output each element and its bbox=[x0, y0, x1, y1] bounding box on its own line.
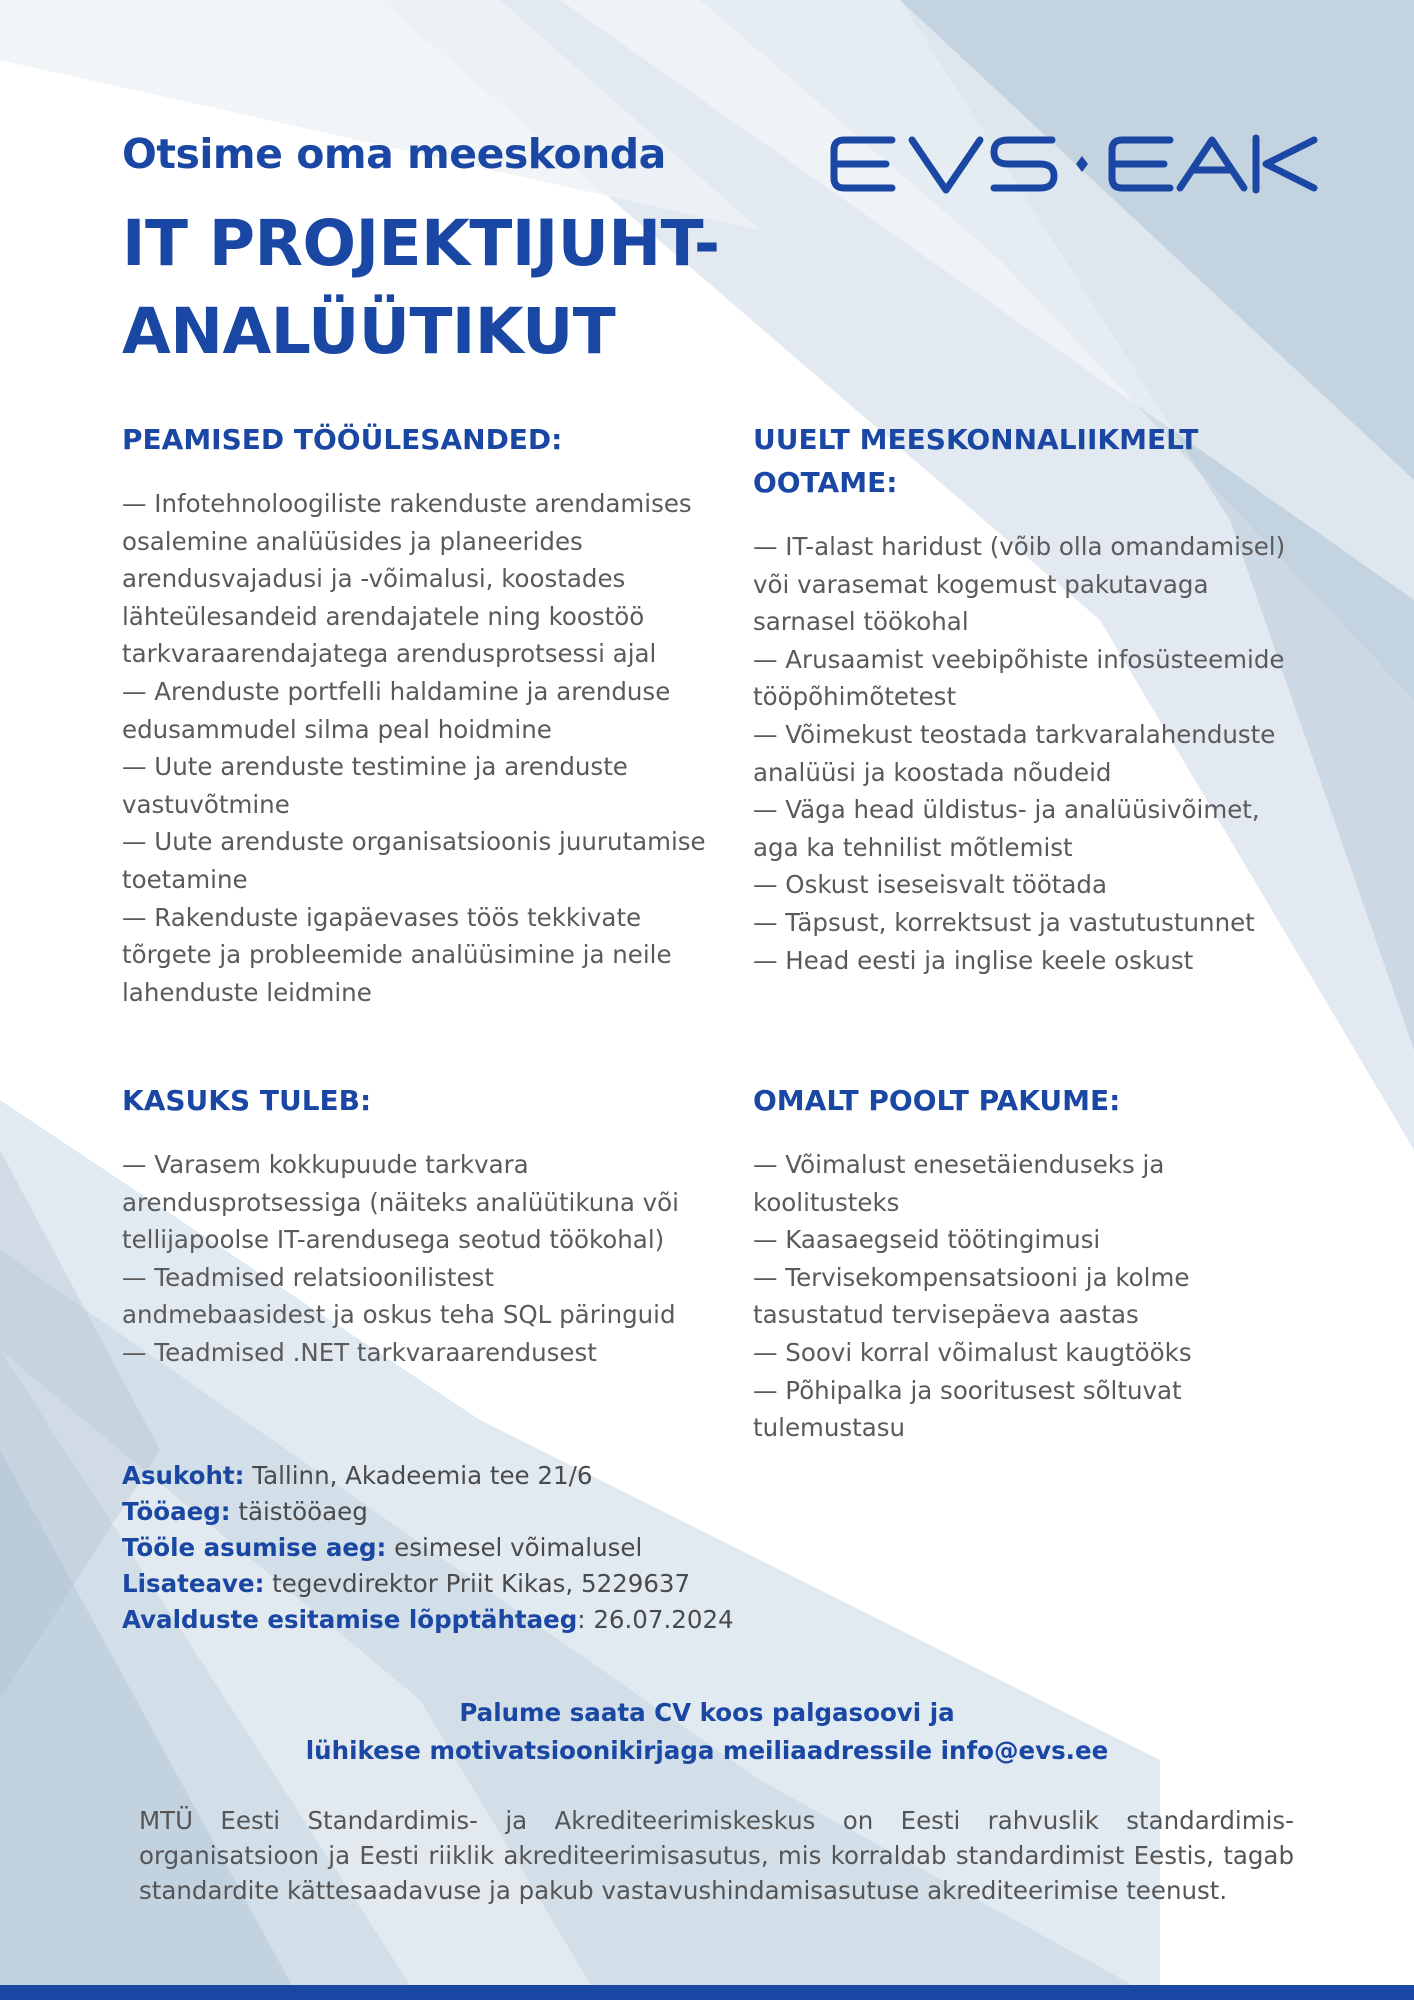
list-item: — Teadmised relatsioonilistest andmebaasidest ja oskus teha SQL päringuid bbox=[122, 1262, 676, 1330]
list-item: — Teadmised .NET tarkvaraarendusest bbox=[122, 1337, 597, 1367]
title-line-1: IT PROJEKTIJUHT- bbox=[122, 207, 720, 280]
offer-list bbox=[753, 1146, 1293, 1447]
list-item: — Uute arenduste testimine ja arenduste vastuvõtmine bbox=[122, 752, 628, 819]
list-item: — Oskust iseseisvalt töötada bbox=[753, 870, 1107, 900]
cta-line-2: lühikese motivatsioonikirjaga meiliaadressile info@evs.ee bbox=[305, 1736, 1109, 1765]
location-label: Asukoht: bbox=[122, 1461, 245, 1490]
list-item: — Täpsust, korrektsust ja vastutustunnet bbox=[753, 907, 1255, 937]
worktime-label: Tööaeg: bbox=[122, 1497, 231, 1526]
deadline-row bbox=[122, 1602, 822, 1638]
title-line-2: ANALÜÜTIKUT bbox=[122, 295, 616, 368]
list-item: — Arenduste portfelli haldamine ja arenduse edusammudel silma peal hoidmine bbox=[122, 676, 671, 744]
bottom-bar bbox=[0, 1985, 1414, 2000]
list-item: — Väga head üldistus- ja analüüsivõimet, aga ka tehnilist mõtlemist bbox=[753, 795, 1260, 862]
location-row bbox=[122, 1458, 822, 1494]
contact-label: Lisateave: bbox=[122, 1569, 265, 1598]
location-value: Tallinn, Akadeemia tee 21/6 bbox=[244, 1461, 593, 1490]
page-title bbox=[122, 200, 762, 376]
duties-list bbox=[122, 485, 712, 1011]
expectations-section bbox=[753, 418, 1293, 979]
start-label: Tööle asumise aeg: bbox=[122, 1533, 387, 1562]
cta-line-1: Palume saata CV koos palgasoovi ja bbox=[459, 1698, 955, 1727]
list-item: — Soovi korral võimalust kaugtööks bbox=[753, 1337, 1192, 1367]
expectations-list bbox=[753, 528, 1293, 979]
list-item: — Infotehnoloogiliste rakenduste arendamises osalemine analüüsides ja planeerides arendusvajadusi ja -võimalusi, koostades lähteülesandeid arendajatele ning koostöö tarkvaraarendajatega arendusprotsessi ajal bbox=[122, 489, 692, 669]
advantages-list bbox=[122, 1146, 702, 1372]
worktime-row bbox=[122, 1494, 822, 1530]
list-item: — Arusaamist veebipõhiste infosüsteemide tööpõhimõtetest bbox=[753, 644, 1285, 712]
duties-heading: PEAMISED TÖÖÜLESANDED: bbox=[122, 423, 563, 456]
worktime-value: täistööaeg bbox=[230, 1497, 368, 1526]
organization-description: MTÜ Eesti Standardimis- ja Akrediteerimiskeskus on Eesti rahvuslik standardimis-organisatsioon ja Eesti riiklik akrediteerimisasutus, mis korraldab standardimist Eestis, tagab standardite kättesaadavuse ja pakub vastavushindamisasutuse akrediteerimise teenust. bbox=[139, 1806, 1294, 1905]
deadline-label: Avalduste esitamise lõpptähtaeg bbox=[122, 1605, 578, 1634]
offer-section bbox=[753, 1079, 1293, 1447]
list-item: — Varasem kokkupuude tarkvara arendusprotsessiga (näiteks analüütikuna või tellijapoolse IT-arendusega seotud töökohal) bbox=[122, 1150, 679, 1255]
duties-section bbox=[122, 418, 712, 1011]
start-value: esimesel võimalusel bbox=[386, 1533, 643, 1562]
advantages-heading: KASUKS TULEB: bbox=[122, 1084, 372, 1117]
list-item: — Rakenduste igapäevases töös tekkivate tõrgete ja probleemide analüüsimine ja neile lahenduste leidmine bbox=[122, 902, 672, 1007]
contact-row bbox=[122, 1566, 822, 1602]
list-item: — IT-alast haridust (võib olla omandamisel) või varasemat kogemust pakutavaga sarnasel töökohal bbox=[753, 532, 1286, 637]
start-row bbox=[122, 1530, 822, 1566]
evs-eak-logo bbox=[830, 132, 1320, 196]
application-instructions bbox=[200, 1694, 1214, 1770]
page-subtitle: Otsime oma meeskonda bbox=[122, 130, 666, 178]
list-item: — Tervisekompensatsiooni ja kolme tasustatud tervisepäeva aastas bbox=[753, 1262, 1190, 1330]
list-item: — Võimalust enesetäienduseks ja koolitusteks bbox=[753, 1150, 1165, 1217]
expectations-heading: UUELT MEESKONNALIIKMELT OOTAME: bbox=[753, 423, 1199, 499]
list-item: — Kaasaegseid töötingimusi bbox=[753, 1225, 1101, 1255]
contact-value: tegevdirektor Priit Kikas, 5229637 bbox=[264, 1569, 691, 1598]
deadline-value: : 26.07.2024 bbox=[577, 1605, 734, 1634]
advantages-section bbox=[122, 1079, 702, 1372]
list-item: — Uute arenduste organisatsioonis juurutamise toetamine bbox=[122, 827, 706, 894]
list-item: — Head eesti ja inglise keele oskust bbox=[753, 945, 1194, 975]
list-item: — Võimekust teostada tarkvaralahenduste analüüsi ja koostada nõudeid bbox=[753, 719, 1276, 787]
job-info bbox=[122, 1458, 822, 1638]
list-item: — Põhipalka ja sooritusest sõltuvat tulemustasu bbox=[753, 1375, 1182, 1443]
offer-heading: OMALT POOLT PAKUME: bbox=[753, 1084, 1121, 1117]
